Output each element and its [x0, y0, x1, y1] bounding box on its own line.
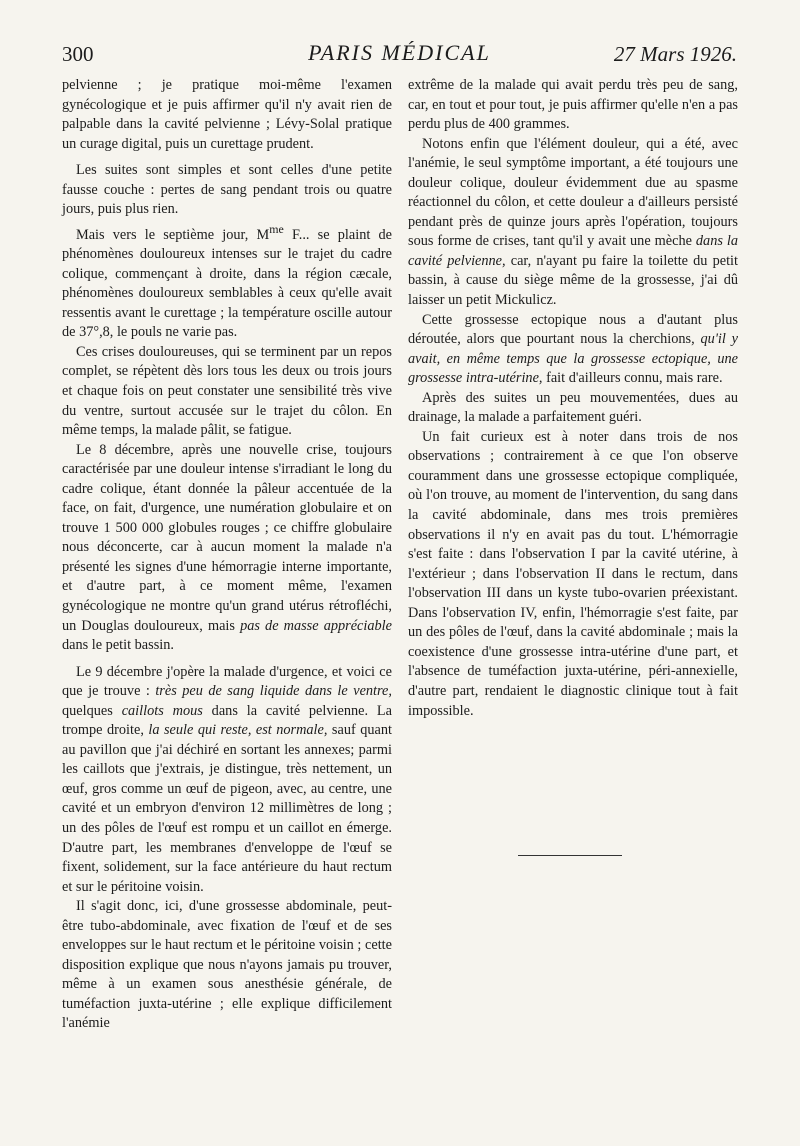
running-header — [62, 38, 737, 74]
journal-title: PARIS MÉDICAL — [308, 40, 491, 65]
paragraph: Notons enfin que l'élément douleur, qui a été, avec l'anémie, le seul symptôme important, a été toujours une douleur colique, douleur évidemment due au spasme réactionnel du côlon, et cette douleur a d'ailleurs persisté pendant près de quinze jours après l'opération, toujours sous forme de crises, tant qu'il y avait une mèche dans la cavité pelvienne, car, n'ayant pu faire la toilette du petit bassin, à cause du siège même de la grossesse, j'ai dû laisser un petit Mickulicz. — [408, 135, 738, 309]
right-column — [408, 76, 738, 721]
paragraph: Un fait curieux est à noter dans trois de nos observations ; contrairement à ce que l'on observe couramment dans une grossesse ectopique compliquée, où l'on trouve, au moment de l'intervention, du sang dans la cavité abdominale, dans mes trois premières observations il n'y en avait pas du tout. L'hémorragie s'est faite : dans l'observation I par la cavité utérine, à l'extérieur ; dans l'observation II dans le rectum, dans l'observation III dans un kyste tubo-ovarien préexistant. Dans l'observation IV, enfin, l'hémorragie s'est faite, par un des pôles de l'œuf, dans la cavité abdominale ; mais la coexistence d'une grossesse intra-utérine d'une part, et l'absence de tuméfaction juxta-utérine, péri-annexielle, d'autre part, rendaient le diagnostic clinique tout à fait impossible. — [408, 428, 738, 719]
page-number: 300 — [62, 42, 94, 66]
paragraph: Les suites sont simples et sont celles d'une petite fausse couche : pertes de sang pendant trois ou quatre jours, puis plus rien. — [62, 162, 392, 218]
paragraph: Après des suites un peu mouvementées, dues au drainage, la malade a parfaitement guéri. — [408, 389, 738, 426]
paragraph: Mais vers le septième jour, $M^{me}$ F... se plaint de phénomènes douloureux intenses sur le trajet du cadre colique, commençant à droite, dans la région cæcale, phénomènes douloureux semblables à ceux qu'elle avait ressentis avant le curettage ; la température oscille autour de 37°,8, le pouls ne varie pas. — [62, 221, 392, 341]
left-column — [62, 76, 392, 1034]
end-rule — [518, 855, 622, 856]
paragraph: pelvienne ; je pratique moi-même l'examen gynécologique et je puis affirmer qu'il n'y avait rien de palpable dans la cavité pelvienne ; Lévy-Solal pratique un curage digital, puis un curettage prudent. — [62, 77, 392, 152]
issue-date: 27 Mars 1926. — [613, 42, 737, 66]
paragraph: Le 8 décembre, après une nouvelle crise, toujours caractérisée par une douleur intense s'irradiant le long du cadre colique, étant donnée la pâleur accentuée de la face, on fait, d'urgence, une numération globulaire et on trouve 1 500 000 globules rouges ; ce chiffre globulaire nous déconcerte, car à aucun moment la malade n'a présenté les signes d'une hémorragie interne importante, et d'autre part, à ce moment même, l'examen gynécologique ne montre qu'un grand utérus rétrofléchi, un Douglas douloureux, mais pas de masse appréciable dans le petit bassin. — [62, 441, 392, 654]
paragraph: Il s'agit donc, ici, d'une grossesse abdominale, peut-être tubo-abdominale, avec fixation de l'œuf et de ses enveloppes sur le haut rectum et le péritoine voisin ; cette disposition explique que nous n'ayons jamais pu trouver, même à un examen sous anesthésie générale, de tuméfaction juxta-utérine ; elle explique difficilement l'anémie — [62, 898, 392, 1032]
paragraph: extrême de la malade qui avait perdu très peu de sang, car, en tout et pour tout, je puis affirmer qu'elle n'en a pas perdu plus de 400 grammes. — [408, 77, 738, 133]
paragraph: Ces crises douloureuses, qui se terminent par un repos complet, se répètent dès lors tous les deux ou trois jours et chaque fois on peut constater une sensibilité très vive du ventre, surtout accusée sur le trajet du côlon. En même temps, la malade pâlit, se fatigue. — [62, 343, 392, 439]
paragraph: Le 9 décembre j'opère la malade d'urgence, et voici ce que je trouve : très peu de sang liquide dans le ventre, quelques caillots mous dans la cavité pelvienne. La trompe droite, la seule qui reste, est normale, sauf quant au pavillon que j'ai déchiré en sortant les annexes; parmi les caillots que j'extrais, je distingue, très nettement, un œuf, gros comme un œuf de pigeon, avec, au centre, une cavité et un embryon d'environ 12 millimètres de long ; un des pôles de l'œuf est rompu et un caillot en émerge. D'autre part, les membranes d'enveloppe de l'œuf se fixent, solidement, sur la face antérieure du haut rectum et sur le péritoine voisin. — [62, 663, 392, 895]
paragraph: Cette grossesse ectopique nous a d'autant plus déroutée, alors que pourtant nous la cherchions, qu'il y avait, en même temps que la grossesse ectopique, une grossesse intra-utérine, fait d'ailleurs connu, mais rare. — [408, 311, 739, 387]
